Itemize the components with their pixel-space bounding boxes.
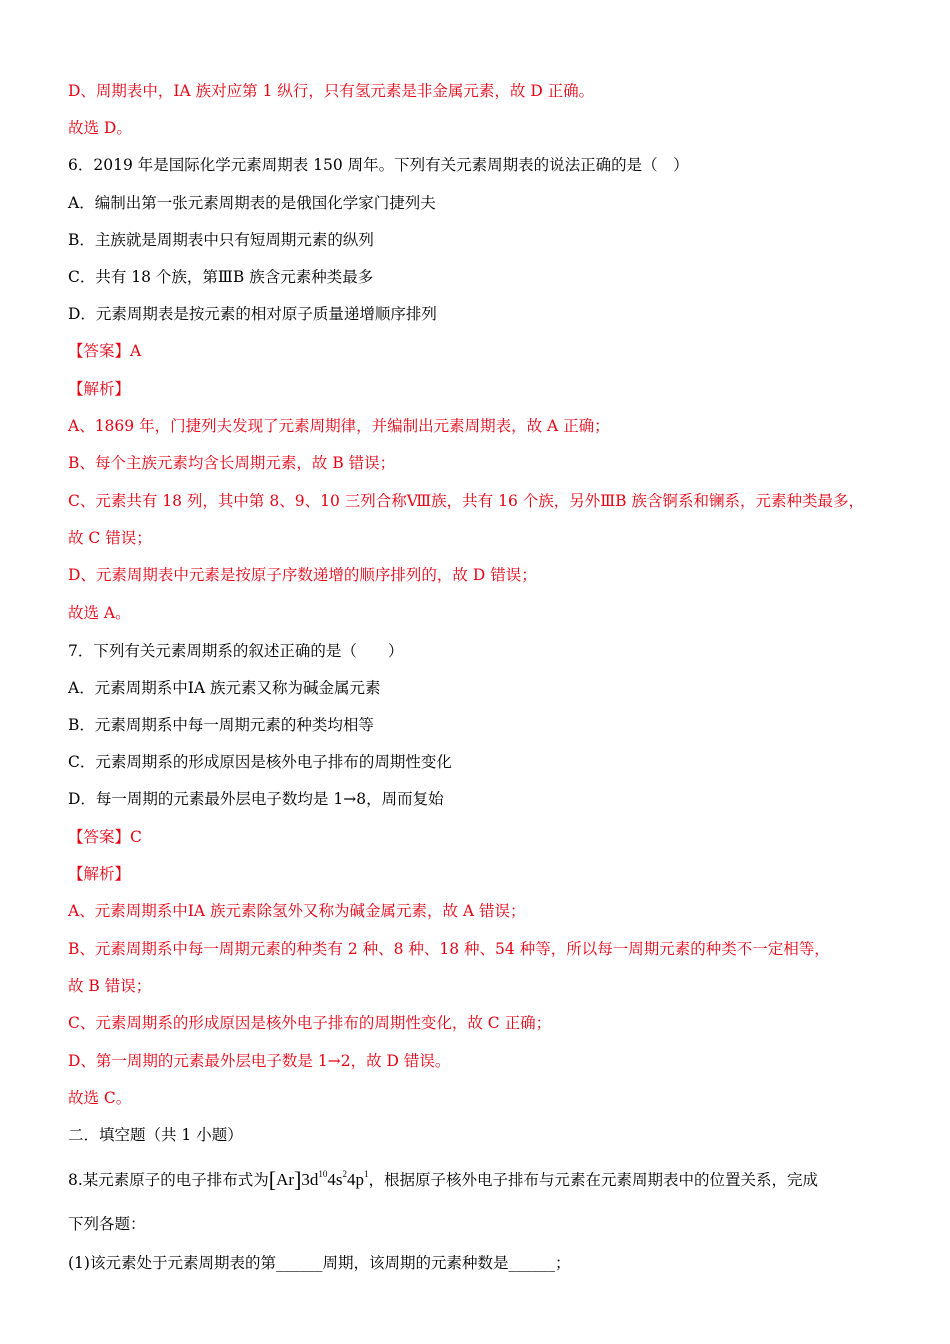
formula-superscript: 2: [342, 1169, 348, 1179]
formula-term: 4p: [347, 1170, 365, 1189]
q8-stem-prefix: 8.某元素原子的电子排布式为: [68, 1171, 269, 1189]
q6-analysis-line: C、元素共有 18 列，其中第 8、9、10 三列合称Ⅷ族，共有 16 个族，另外ⅢB 族含锕系和镧系，元素种类最多，: [68, 492, 864, 510]
electron-configuration-formula: [268, 1167, 369, 1192]
q5-conclusion: 故选 D。: [68, 119, 132, 137]
q6-option-b: B．主族就是周期表中只有短周期元素的纵列: [68, 231, 374, 249]
q8-stem-line2: 下列各题：: [68, 1215, 146, 1233]
q7-analysis-label: 【解析】: [68, 865, 131, 883]
formula-term: 4s: [327, 1170, 343, 1189]
formula-core: Ar: [276, 1170, 295, 1189]
q7-stem: 7．下列有关元素周期系的叙述正确的是（ ）: [68, 642, 404, 660]
q6-analysis-line: 故 C 错误；: [68, 529, 152, 547]
q7-option-d: D．每一周期的元素最外层电子数均是 1→8，周而复始: [68, 790, 444, 808]
q6-stem: 6．2019 年是国际化学元素周期表 150 周年。下列有关元素周期表的说法正确的是（ ）: [68, 156, 689, 174]
q6-analysis-line: B、每个主族元素均含长周期元素，故 B 错误；: [68, 454, 396, 472]
q7-answer: 【答案】C: [68, 828, 142, 846]
formula-superscript: 10: [318, 1169, 328, 1179]
q8-subquestion-1: (1)该元素处于元素周期表的第______周期，该周期的元素种数是______；: [68, 1254, 571, 1272]
q7-analysis-line: C、元素周期系的形成原因是核外电子排布的周期性变化，故 C 正确；: [68, 1014, 552, 1032]
q6-option-d: D．元素周期表是按元素的相对原子质量递增顺序排列: [68, 305, 437, 323]
q8-stem: [68, 1166, 910, 1194]
q7-analysis-line: D、第一周期的元素最外层电子数是 1→2，故 D 错误。: [68, 1052, 451, 1070]
q7-option-b: B．元素周期系中每一周期元素的种类均相等: [68, 716, 374, 734]
q5-option-d-analysis: D、周期表中，ⅠA 族对应第 1 纵行，只有氢元素是非金属元素，故 D 正确。: [68, 82, 595, 100]
q6-conclusion: 故选 A。: [68, 604, 131, 622]
q7-analysis-line: A、元素周期系中ⅠA 族元素除氢外又称为碱金属元素，故 A 错误；: [68, 902, 526, 920]
q7-option-a: A．元素周期系中ⅠA 族元素又称为碱金属元素: [68, 679, 381, 697]
formula-bracket-left: [: [268, 1167, 277, 1192]
q7-option-c: C．元素周期系的形成原因是核外电子排布的周期性变化: [68, 753, 452, 771]
q7-conclusion: 故选 C。: [68, 1089, 132, 1107]
q6-analysis-label: 【解析】: [68, 380, 131, 398]
section-heading: 二．填空题（共 1 小题）: [68, 1126, 243, 1144]
q6-option-c: C．共有 18 个族，第ⅢB 族含元素种类最多: [68, 268, 374, 286]
formula-bracket-right: ]: [294, 1167, 302, 1192]
q7-analysis-line: B、元素周期系中每一周期元素的种类有 2 种、8 种、18 种、54 种等，所以每一周期元素的种类不一定相等，: [68, 940, 830, 958]
q6-option-a: A．编制出第一张元素周期表的是俄国化学家门捷列夫: [68, 194, 436, 212]
formula-term: 3d: [301, 1170, 319, 1189]
q7-analysis-line: 故 B 错误；: [68, 977, 152, 995]
q8-stem-suffix: ，根据原子核外电子排布与元素在元素周期表中的位置关系，完成: [368, 1171, 819, 1189]
q6-answer: 【答案】A: [68, 342, 142, 360]
formula-superscript: 1: [364, 1169, 369, 1179]
q6-analysis-line: D、元素周期表中元素是按原子序数递增的顺序排列的，故 D 错误；: [68, 566, 537, 584]
q6-analysis-line: A、1869 年，门捷列夫发现了元素周期律，并编制出元素周期表，故 A 正确；: [68, 417, 610, 435]
